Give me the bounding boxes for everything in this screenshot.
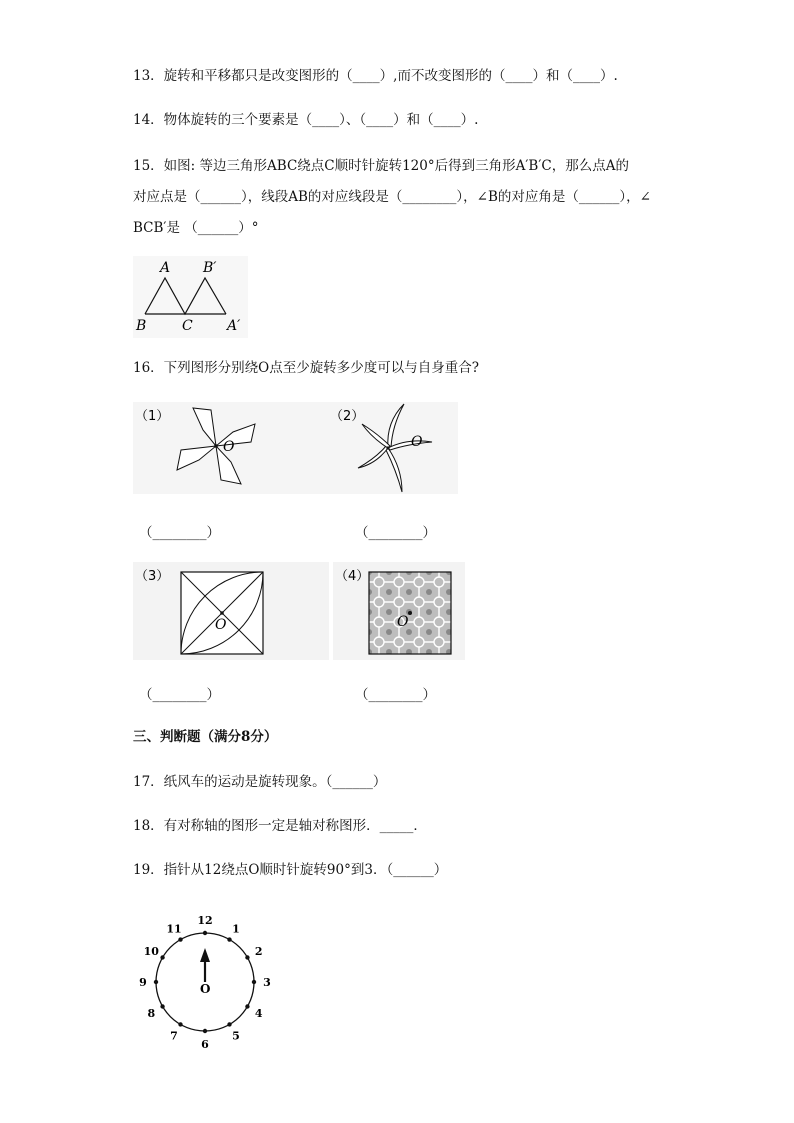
triangle-rotation-figure [133,256,248,338]
clock-number: 4 [254,1007,263,1020]
question-17: 17．纸风车的运动是旋转现象。（______） [133,774,387,790]
answer-4-blank: （________） [355,687,436,703]
question-13: 13．旋转和平移都只是改变图形的（____）,而不改变图形的（____）和（____）. [133,68,618,84]
figure-3-center-o: O [215,617,227,633]
clock-number: 11 [166,922,182,936]
clock-number: 10 [143,945,159,958]
figure-2-curved-star [328,402,458,494]
clock-number: 12 [197,914,213,927]
figure-1-pinwheel [133,402,328,494]
answer-1-blank: （________） [139,525,220,541]
clock-number: 7 [170,1029,178,1043]
clock-tick-dot [245,1004,249,1008]
label-a-prime: A′ [227,318,241,334]
clock-tick-dot [154,980,158,984]
clock-tick-dot [227,937,231,941]
question-16: 16．下列图形分别绕O点至少旋转多少度可以与自身重合? [133,360,479,376]
figure-2-label: （2） [330,409,365,424]
clock-tick-dot [160,955,164,959]
clock-tick-dot [160,1004,164,1008]
clock-hand-arrow [200,948,210,962]
clock-number: 3 [263,976,271,989]
clock-number: 8 [147,1007,156,1020]
section-3-heading: 三、判断题（满分8分） [133,729,278,745]
figure-2-center-o: O [411,434,423,450]
question-15-line-2: 对应点是（______），线段AB的对应线段是（________），∠B的对应角是（______），∠ [133,189,651,205]
question-19: 19．指针从12绕点O顺时针旋转90°到3．（______） [133,862,448,878]
label-a: A [160,260,171,276]
question-15-line-3: BCB′是 （______）° [133,220,259,236]
clock-center-o: O [200,982,211,996]
figure-1-label: （1） [135,409,170,424]
clock-tick-dot [203,931,207,935]
question-15-line-1: 15．如图: 等边三角形ABC绕点C顺时针旋转120°后得到三角形A′B′C，那么点A的 [133,158,629,174]
answer-3-blank: （________） [139,687,220,703]
question-18: 18．有对称轴的图形一定是轴对称图形．_____． [133,818,427,834]
label-b-prime: B′ [203,260,217,276]
figure-1-center-o: O [223,439,235,455]
figure-4-center-o: O [397,614,409,630]
clock-tick-dot [203,1029,207,1033]
label-c: C [182,318,193,334]
clock-tick-dot [227,1022,231,1026]
figure-4-label: （4） [335,569,370,584]
answer-2-blank: （________） [355,525,436,541]
clock-figure [138,910,274,1050]
figure-3-label: （3） [135,569,170,584]
clock-number: 2 [254,945,263,958]
figure-4-pattern-square [333,562,465,660]
figure-3-square-arcs [133,562,329,660]
clock-number: 1 [232,922,240,936]
clock-number: 9 [139,976,147,989]
clock-tick-dot [178,1022,182,1026]
clock-number: 6 [201,1038,209,1050]
clock-tick-dot [178,937,182,941]
label-b: B [136,318,147,334]
clock-tick-dot [245,955,249,959]
clock-number: 5 [232,1029,240,1043]
question-14: 14．物体旋转的三个要素是（____）、（____）和（____）. [133,112,479,128]
clock-tick-dot [252,980,256,984]
